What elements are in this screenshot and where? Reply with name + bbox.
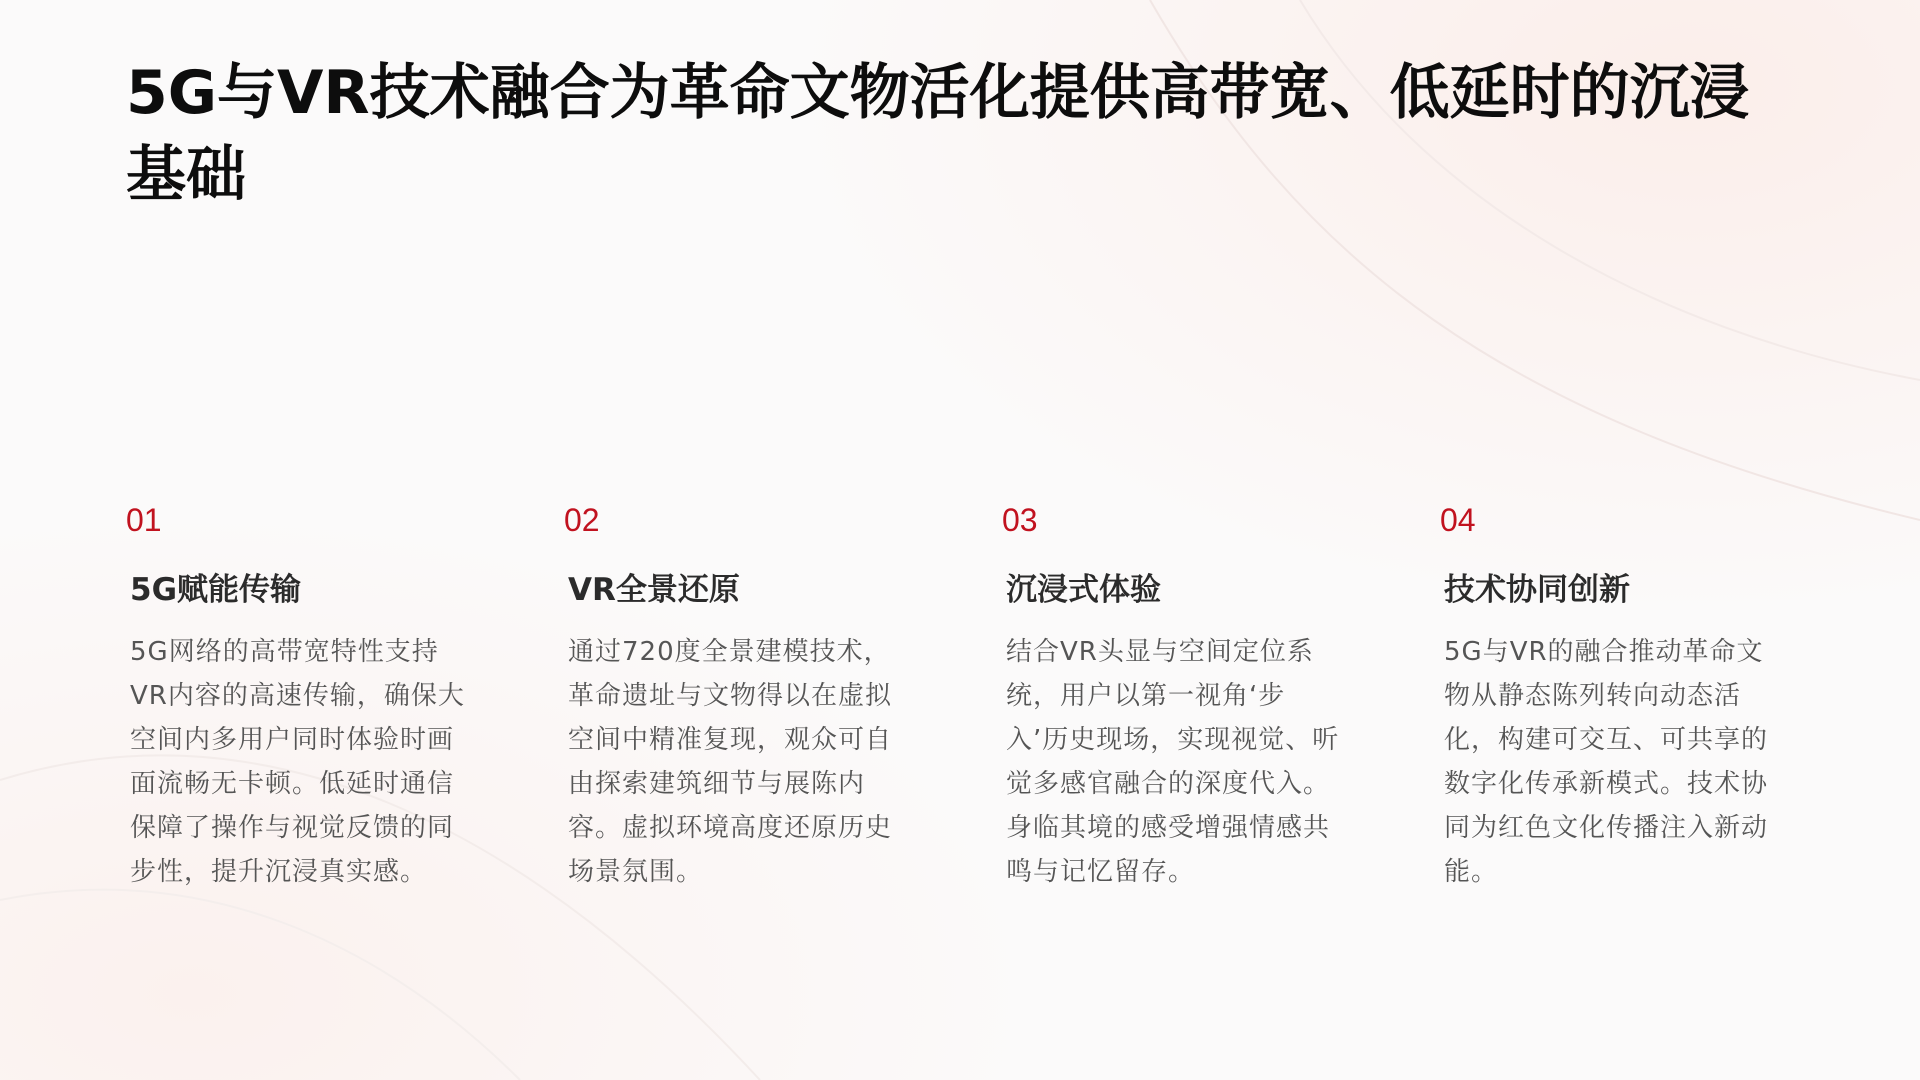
card-title: 5G赋能传输 <box>130 572 302 608</box>
feature-card-4 <box>1440 500 1785 894</box>
card-number: 03 <box>1002 502 1038 538</box>
card-title: 沉浸式体验 <box>1006 572 1161 608</box>
feature-card-3 <box>1002 500 1347 894</box>
card-number: 01 <box>126 502 162 538</box>
card-number: 04 <box>1440 502 1476 538</box>
page-title: 5G与VR技术融合为革命文物活化提供高带宽、低延时的沉浸基础 <box>126 58 1750 210</box>
card-title: 技术协同创新 <box>1444 572 1630 608</box>
card-text: 5G网络的高带宽特性支持VR内容的高速传输，确保大空间内多用户同时体验时画面流畅无卡顿。低延时通信保障了操作与视觉反馈的同步性，提升沉浸真实感。 <box>130 637 465 887</box>
card-number: 02 <box>564 502 600 538</box>
feature-cards <box>126 500 1796 920</box>
card-title: VR全景还原 <box>568 572 740 608</box>
card-text: 5G与VR的融合推动革命文物从静态陈列转向动态活化，构建可交互、可共享的数字化传承新模式。技术协同为红色文化传播注入新动能。 <box>1444 637 1769 887</box>
feature-card-1 <box>126 500 471 894</box>
feature-card-2 <box>564 500 909 894</box>
card-text: 结合VR头显与空间定位系统，用户以第一视角‘步入’历史现场，实现视觉、听觉多感官融合的深度代入。身临其境的感受增强情感共鸣与记忆留存。 <box>1006 637 1340 887</box>
card-text: 通过720度全景建模技术，革命遗址与文物得以在虚拟空间中精准复现，观众可自由探索建筑细节与展陈内容。虚拟环境高度还原历史场景氛围。 <box>568 637 893 887</box>
